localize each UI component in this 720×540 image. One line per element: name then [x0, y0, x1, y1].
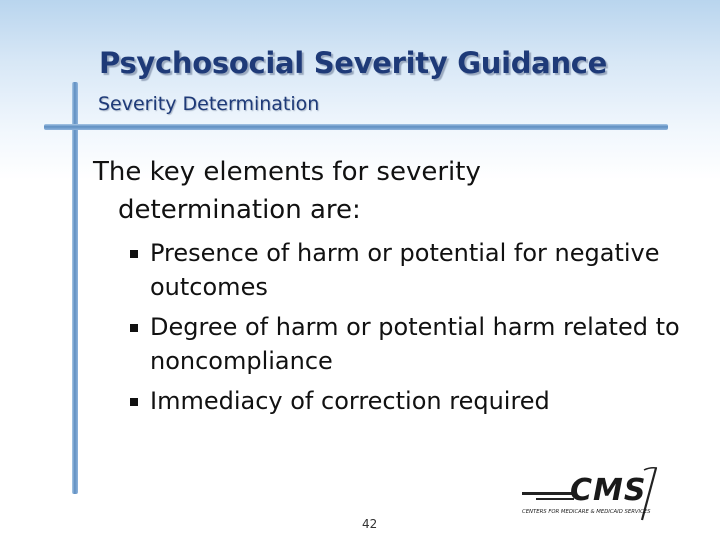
slide-title: Psychosocial Severity Guidance	[99, 46, 608, 80]
slide-subtitle: Severity Determination	[98, 93, 320, 115]
decorative-vertical-rule	[72, 82, 78, 494]
square-bullet-icon	[130, 398, 138, 406]
intro-line-1: The key elements for severity	[93, 157, 481, 187]
square-bullet-icon	[130, 250, 138, 258]
page-number: 42	[362, 517, 378, 531]
cms-logo	[516, 464, 666, 524]
square-bullet-icon	[130, 324, 138, 332]
bullet-item	[128, 236, 718, 304]
bullet-text: Presence of harm or potential for negative outcomes	[150, 239, 660, 301]
cms-wordmark: CMS	[570, 473, 647, 508]
bullet-text: Immediacy of correction required	[150, 387, 550, 415]
bullet-item	[128, 384, 718, 418]
cms-tagline: CENTERS FOR MEDICARE & MEDICAID SERVICES	[522, 509, 651, 515]
bullet-list	[128, 236, 718, 424]
bullet-item	[128, 310, 718, 378]
decorative-horizontal-rule	[44, 124, 668, 130]
intro-line-2: determination are:	[118, 195, 361, 225]
intro-paragraph	[93, 153, 523, 229]
bullet-text: Degree of harm or potential harm related to noncompliance	[150, 313, 680, 375]
